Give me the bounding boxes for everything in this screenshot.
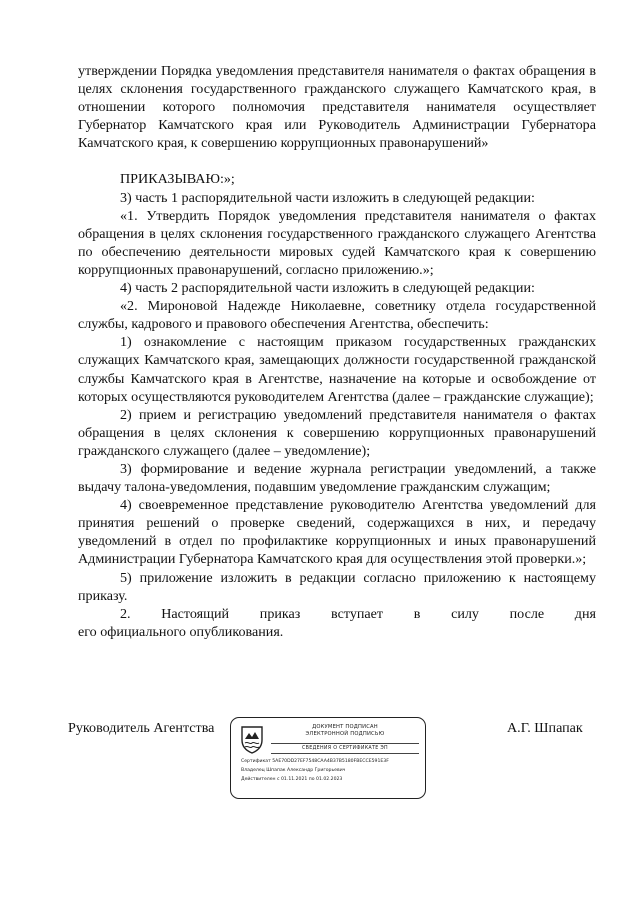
paragraph-item-3: 3) часть 1 распорядительной части изложить в следующей редакции:: [120, 189, 535, 206]
signer-name: А.Г. Шпапак: [507, 720, 583, 736]
stamp-validity: Действителен с 01.11.2021 по 01.02.2023: [241, 777, 343, 782]
signer-position: Руководитель Агентства: [68, 720, 215, 736]
paragraph-subitem-1: 1) ознакомление с настоящим приказом государственных гражданских служащих Камчатского края, замещающих должности государственной гражданской службы Камчатского края в Агентстве, назначение на которые и освобождение от которых осуществляются руководителем Агентства (далее – гражданские служащие);: [78, 334, 596, 405]
paragraph-point-2: 2. Настоящий приказ вступает в силу после дня: [120, 605, 596, 622]
coat-of-arms-icon: [239, 724, 265, 754]
document-body: [78, 62, 596, 641]
stamp-title-line2: ЭЛЕКТРОННОЙ ПОДПИСЬЮ: [305, 731, 385, 737]
electronic-signature-stamp: [230, 717, 426, 799]
stamp-subtitle: СВЕДЕНИЯ О СЕРТИФИКАТЕ ЭП: [271, 743, 419, 754]
paragraph-order-word: ПРИКАЗЫВАЮ:»;: [120, 171, 235, 188]
paragraph-subitem-2: 2) прием и регистрацию уведомлений представителя нанимателя о фактах обращения в целях склонения к совершению коррупционных правонарушений гражданского служащего (далее – уведомление);: [78, 406, 596, 459]
paragraph-subitem-4: 4) своевременное представление руководителю Агентства уведомлений для принятия решений о проверке сведений, содержащихся в них, и передачу уведомлений в отдел по профилактике коррупционных и иных правонарушений Администрации Губернатора Камчатского края для осуществления этой проверки.»;: [78, 497, 596, 568]
paragraph-item-4: 4) часть 2 распорядительной части изложить в следующей редакции:: [120, 280, 535, 297]
paragraph-item-5: 5) приложение изложить в редакции согласно приложению к настоящему приказу.: [78, 569, 596, 604]
paragraph-continuation: утверждении Порядка уведомления представителя нанимателя о фактах обращения в целях склонения государственного гражданского служащего Камчатского края, в отношении которого полномочия представителя нанимателя осуществляет Губернатор Камчатского края или Руководитель Администрации Губернатора Камчатского края, к совершению коррупционных правонарушений»: [78, 63, 596, 152]
paragraph-subitem-3: 3) формирование и ведение журнала регистрации уведомлений, а также выдачу талона-уведомления, подавшим уведомление гражданским служащим;: [78, 460, 596, 496]
paragraph-point-2-end: его официального опубликования.: [78, 623, 284, 640]
signature-block: [0, 717, 640, 807]
paragraph-new-part-1: «1. Утвердить Порядок уведомления представителя нанимателя о фактах обращения в целях склонения государственного гражданского служащего Агентства по обеспечению деятельности мировых судей Камчатского края к совершению коррупционных правонарушений, согласно приложению.»;: [78, 207, 596, 278]
stamp-owner: Владелец Шпапак Александр Григорьевич: [241, 768, 346, 773]
paragraph-new-part-2: «2. Мироновой Надежде Николаевне, советнику отдела государственной службы, кадрового и правового обеспечения Агентства, обеспечить:: [78, 298, 596, 333]
stamp-title-line1: ДОКУМЕНТ ПОДПИСАН: [312, 724, 378, 730]
stamp-certificate: Сертификат 5AE70DD27EF7548CAA4B37B5180FBECCE591E3F: [241, 759, 389, 764]
